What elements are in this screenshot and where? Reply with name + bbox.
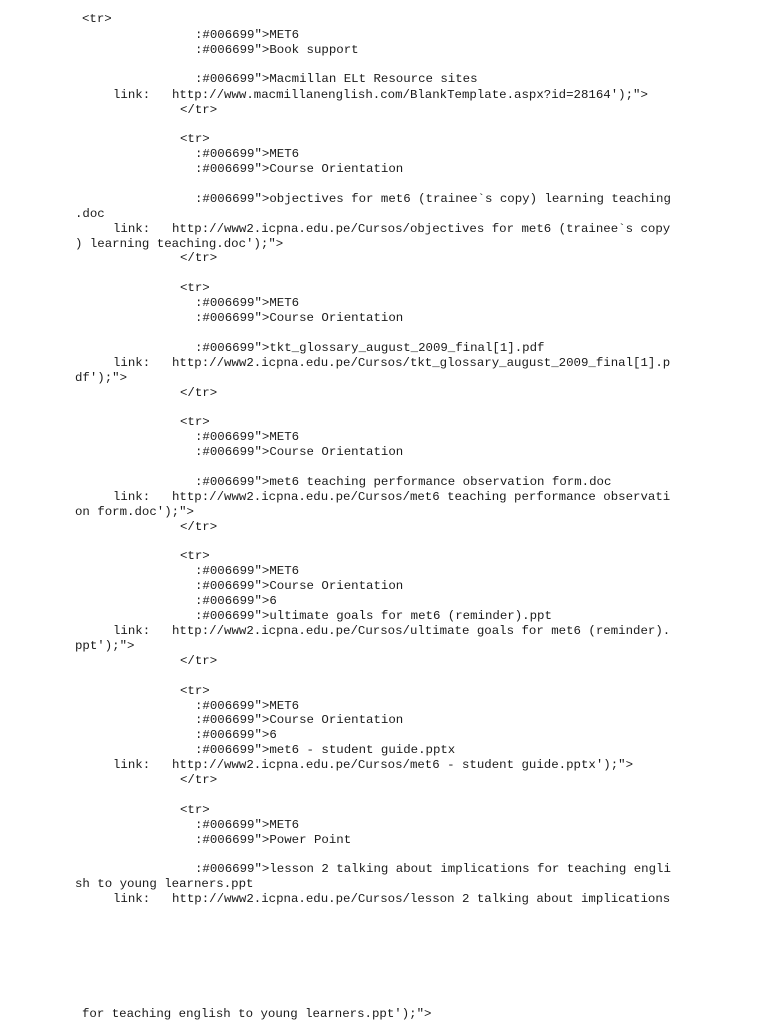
text-line: :#006699">objectives for met6 (trainee`s copy) learning teaching bbox=[195, 192, 671, 206]
link-label: link: bbox=[113, 222, 151, 236]
text-line: df');"> bbox=[75, 371, 128, 385]
text-line: .doc bbox=[75, 207, 105, 221]
tr-close-tag: </tr> bbox=[180, 251, 218, 265]
link-label: link: bbox=[113, 88, 151, 102]
tr-close-tag: </tr> bbox=[180, 520, 218, 534]
tr-open-tag: <tr> bbox=[180, 549, 210, 563]
text-line: :#006699">MET6 bbox=[195, 564, 300, 578]
text-line: :#006699">6 bbox=[195, 728, 277, 742]
text-line: :#006699">ultimate goals for met6 (reminder).ppt bbox=[195, 609, 552, 623]
text-line: for teaching english to young learners.ppt');"> bbox=[82, 1007, 432, 1021]
text-line: :#006699">lesson 2 talking about implications for teaching engli bbox=[195, 862, 671, 876]
text-line: :#006699">MET6 bbox=[195, 430, 300, 444]
text-line: :#006699">MET6 bbox=[195, 28, 300, 42]
tr-open-tag: <tr> bbox=[180, 684, 210, 698]
link-label: link: bbox=[113, 490, 151, 504]
tr-open-tag: <tr> bbox=[180, 803, 210, 817]
text-line: :#006699">MET6 bbox=[195, 296, 300, 310]
link-url: http://www2.icpna.edu.pe/Cursos/lesson 2 talking about implications bbox=[172, 892, 671, 906]
tr-open-tag: <tr> bbox=[180, 281, 210, 295]
link-url: http://www2.icpna.edu.pe/Cursos/met6 - student guide.pptx');"> bbox=[172, 758, 634, 772]
text-line: :#006699">MET6 bbox=[195, 147, 300, 161]
text-line: :#006699">Course Orientation bbox=[195, 445, 404, 459]
text-line: :#006699">met6 - student guide.pptx bbox=[195, 743, 456, 757]
text-line: sh to young learners.ppt bbox=[75, 877, 254, 891]
tr-open-tag: <tr> bbox=[180, 132, 210, 146]
text-line: :#006699">Course Orientation bbox=[195, 162, 404, 176]
tr-close-tag: </tr> bbox=[180, 654, 218, 668]
text-line: ppt');"> bbox=[75, 639, 135, 653]
text-line: :#006699">Power Point bbox=[195, 833, 352, 847]
tr-close-tag: </tr> bbox=[180, 773, 218, 787]
link-label: link: bbox=[113, 624, 151, 638]
text-line: :#006699">MET6 bbox=[195, 818, 300, 832]
text-line: :#006699">Book support bbox=[195, 43, 359, 57]
link-label: link: bbox=[113, 758, 151, 772]
link-url: http://www2.icpna.edu.pe/Cursos/met6 teaching performance observati bbox=[172, 490, 671, 504]
text-line: on form.doc');"> bbox=[75, 505, 194, 519]
text-line: :#006699">met6 teaching performance observation form.doc bbox=[195, 475, 612, 489]
text-line: :#006699">6 bbox=[195, 594, 277, 608]
text-line: ) learning teaching.doc');"> bbox=[75, 237, 284, 251]
text-line: :#006699">Course Orientation bbox=[195, 311, 404, 325]
text-line: :#006699">Macmillan ELt Resource sites bbox=[195, 72, 478, 86]
link-label: link: bbox=[113, 356, 151, 370]
text-line: :#006699">Course Orientation bbox=[195, 579, 404, 593]
link-url: http://www.macmillanenglish.com/BlankTemplate.aspx?id=28164');"> bbox=[172, 88, 648, 102]
tr-open-tag: <tr> bbox=[180, 415, 210, 429]
link-url: http://www2.icpna.edu.pe/Cursos/tkt_glossary_august_2009_final[1].p bbox=[172, 356, 671, 370]
text-line: :#006699">tkt_glossary_august_2009_final[1].pdf bbox=[195, 341, 545, 355]
tr-open-tag: <tr> bbox=[82, 12, 112, 26]
tr-close-tag: </tr> bbox=[180, 103, 218, 117]
link-url: http://www2.icpna.edu.pe/Cursos/objectives for met6 (trainee`s copy bbox=[172, 222, 671, 236]
link-url: http://www2.icpna.edu.pe/Cursos/ultimate goals for met6 (reminder). bbox=[172, 624, 671, 638]
tr-close-tag: </tr> bbox=[180, 386, 218, 400]
link-label: link: bbox=[113, 892, 151, 906]
text-line: :#006699">MET6 bbox=[195, 699, 300, 713]
text-line: :#006699">Course Orientation bbox=[195, 713, 404, 727]
